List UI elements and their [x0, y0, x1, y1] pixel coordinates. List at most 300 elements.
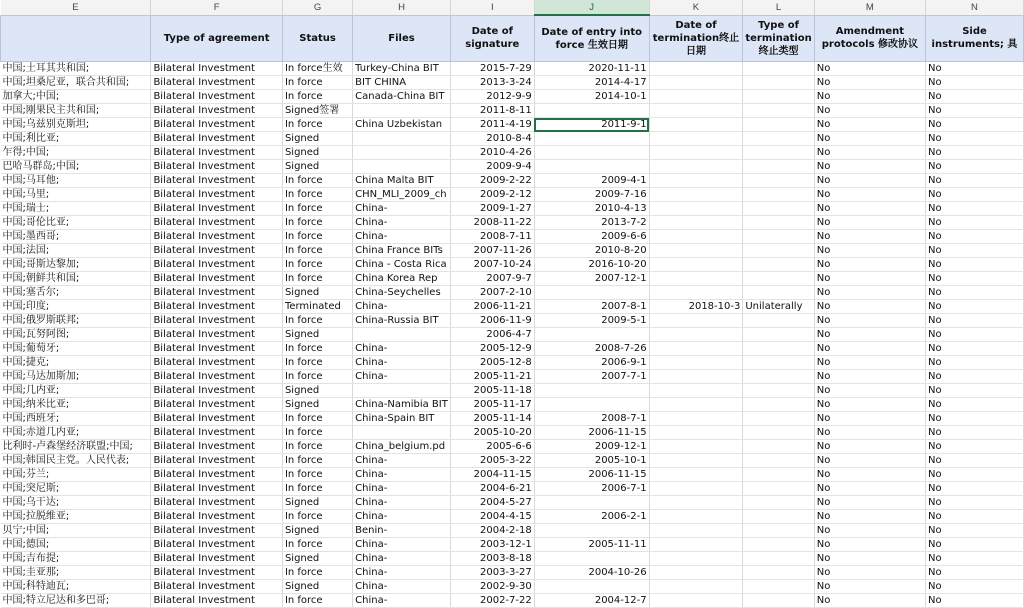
cell-e[interactable]: 中国;纳米比亚;	[1, 398, 151, 412]
cell-k[interactable]	[649, 552, 743, 566]
cell-j[interactable]	[534, 132, 649, 146]
cell-i[interactable]: 2005-12-8	[450, 356, 534, 370]
cell-e[interactable]: 中国;西班牙;	[1, 412, 151, 426]
cell-g[interactable]: Signed	[282, 132, 352, 146]
cell-k[interactable]	[649, 440, 743, 454]
cell-f[interactable]: Bilateral Investment	[151, 370, 283, 384]
cell-f[interactable]: Bilateral Investment	[151, 468, 283, 482]
cell-i[interactable]: 2007-11-26	[450, 244, 534, 258]
cell-l[interactable]	[743, 580, 814, 594]
cell-g[interactable]: In force	[282, 454, 352, 468]
cell-m[interactable]: No	[814, 398, 925, 412]
cell-l[interactable]	[743, 188, 814, 202]
cell-g[interactable]: Signed	[282, 496, 352, 510]
cell-g[interactable]: In force	[282, 538, 352, 552]
cell-j[interactable]	[534, 160, 649, 174]
cell-g[interactable]: Terminated	[282, 300, 352, 314]
cell-m[interactable]: No	[814, 272, 925, 286]
cell-g[interactable]: In force	[282, 370, 352, 384]
cell-m[interactable]: No	[814, 496, 925, 510]
cell-n[interactable]: No	[925, 356, 1023, 370]
cell-j[interactable]	[534, 286, 649, 300]
header-cell-k[interactable]: Date of termination终止日期	[649, 15, 743, 62]
cell-e[interactable]: 贝宁;中国;	[1, 524, 151, 538]
column-header-j[interactable]: J	[534, 0, 649, 15]
cell-n[interactable]: No	[925, 342, 1023, 356]
cell-g[interactable]: In force	[282, 118, 352, 132]
header-cell-n[interactable]: Side instruments; 具	[925, 15, 1023, 62]
cell-m[interactable]: No	[814, 454, 925, 468]
cell-n[interactable]: No	[925, 202, 1023, 216]
cell-e[interactable]: 中国;圭亚那;	[1, 566, 151, 580]
cell-e[interactable]: 中国;突尼斯;	[1, 482, 151, 496]
cell-e[interactable]: 中国;乌干达;	[1, 496, 151, 510]
cell-e[interactable]: 中国;哥伦比亚;	[1, 216, 151, 230]
cell-j[interactable]	[534, 146, 649, 160]
cell-j[interactable]: 2011-9-1	[534, 118, 649, 132]
cell-e[interactable]: 中国;马耳他;	[1, 174, 151, 188]
cell-l[interactable]	[743, 384, 814, 398]
cell-g[interactable]: In force	[282, 272, 352, 286]
cell-l[interactable]	[743, 342, 814, 356]
cell-j[interactable]: 2007-8-1	[534, 300, 649, 314]
cell-n[interactable]: No	[925, 230, 1023, 244]
cell-e[interactable]: 比利时-卢森堡经济联盟;中国;	[1, 440, 151, 454]
cell-j[interactable]: 2006-7-1	[534, 482, 649, 496]
cell-f[interactable]: Bilateral Investment	[151, 76, 283, 90]
cell-h[interactable]: China-	[353, 454, 451, 468]
cell-g[interactable]: In force	[282, 90, 352, 104]
cell-n[interactable]: No	[925, 370, 1023, 384]
cell-f[interactable]: Bilateral Investment	[151, 90, 283, 104]
cell-h[interactable]: BIT CHINA	[353, 76, 451, 90]
column-header-m[interactable]: M	[814, 0, 925, 15]
cell-k[interactable]	[649, 328, 743, 342]
cell-n[interactable]: No	[925, 314, 1023, 328]
cell-f[interactable]: Bilateral Investment	[151, 510, 283, 524]
cell-g[interactable]: In force	[282, 440, 352, 454]
cell-k[interactable]	[649, 62, 743, 76]
cell-f[interactable]: Bilateral Investment	[151, 272, 283, 286]
cell-f[interactable]: Bilateral Investment	[151, 132, 283, 146]
cell-m[interactable]: No	[814, 188, 925, 202]
cell-i[interactable]: 2003-8-18	[450, 552, 534, 566]
cell-k[interactable]	[649, 258, 743, 272]
cell-l[interactable]	[743, 90, 814, 104]
cell-m[interactable]: No	[814, 538, 925, 552]
cell-k[interactable]	[649, 426, 743, 440]
cell-g[interactable]: Signed	[282, 146, 352, 160]
cell-j[interactable]: 2009-6-6	[534, 230, 649, 244]
cell-i[interactable]: 2004-2-18	[450, 524, 534, 538]
cell-n[interactable]: No	[925, 62, 1023, 76]
cell-n[interactable]: No	[925, 580, 1023, 594]
cell-j[interactable]: 2008-7-1	[534, 412, 649, 426]
cell-k[interactable]	[649, 160, 743, 174]
cell-f[interactable]: Bilateral Investment	[151, 104, 283, 118]
cell-f[interactable]: Bilateral Investment	[151, 160, 283, 174]
cell-g[interactable]: Signed	[282, 398, 352, 412]
cell-n[interactable]: No	[925, 412, 1023, 426]
cell-k[interactable]	[649, 356, 743, 370]
cell-n[interactable]: No	[925, 454, 1023, 468]
cell-h[interactable]: China-	[353, 370, 451, 384]
cell-k[interactable]	[649, 538, 743, 552]
cell-h[interactable]	[353, 146, 451, 160]
cell-l[interactable]	[743, 62, 814, 76]
cell-k[interactable]	[649, 146, 743, 160]
cell-j[interactable]	[534, 496, 649, 510]
cell-i[interactable]: 2009-1-27	[450, 202, 534, 216]
cell-j[interactable]	[534, 398, 649, 412]
cell-i[interactable]: 2004-5-27	[450, 496, 534, 510]
cell-h[interactable]: China-	[353, 552, 451, 566]
cell-n[interactable]: No	[925, 510, 1023, 524]
cell-j[interactable]: 2004-10-26	[534, 566, 649, 580]
cell-n[interactable]: No	[925, 496, 1023, 510]
cell-j[interactable]	[534, 384, 649, 398]
cell-m[interactable]: No	[814, 230, 925, 244]
cell-f[interactable]: Bilateral Investment	[151, 398, 283, 412]
cell-f[interactable]: Bilateral Investment	[151, 146, 283, 160]
cell-m[interactable]: No	[814, 146, 925, 160]
cell-f[interactable]: Bilateral Investment	[151, 552, 283, 566]
cell-f[interactable]: Bilateral Investment	[151, 342, 283, 356]
cell-m[interactable]: No	[814, 202, 925, 216]
cell-i[interactable]: 2003-12-1	[450, 538, 534, 552]
cell-h[interactable]: China-	[353, 482, 451, 496]
cell-e[interactable]: 加拿大;中国;	[1, 90, 151, 104]
cell-m[interactable]: No	[814, 468, 925, 482]
cell-f[interactable]: Bilateral Investment	[151, 258, 283, 272]
cell-l[interactable]	[743, 314, 814, 328]
cell-h[interactable]	[353, 384, 451, 398]
column-header-f[interactable]: F	[151, 0, 283, 15]
cell-l[interactable]	[743, 286, 814, 300]
cell-f[interactable]: Bilateral Investment	[151, 538, 283, 552]
cell-i[interactable]: 2004-4-15	[450, 510, 534, 524]
cell-f[interactable]: Bilateral Investment	[151, 384, 283, 398]
cell-g[interactable]: In force	[282, 482, 352, 496]
cell-e[interactable]: 中国;拉脱维亚;	[1, 510, 151, 524]
cell-l[interactable]	[743, 482, 814, 496]
cell-l[interactable]	[743, 174, 814, 188]
cell-h[interactable]: Turkey-China BIT	[353, 62, 451, 76]
header-cell-l[interactable]: Type of termination 终止类型	[743, 15, 814, 62]
cell-j[interactable]: 2013-7-2	[534, 216, 649, 230]
cell-e[interactable]: 中国;法国;	[1, 244, 151, 258]
cell-m[interactable]: No	[814, 370, 925, 384]
cell-i[interactable]: 2007-9-7	[450, 272, 534, 286]
cell-m[interactable]: No	[814, 300, 925, 314]
cell-e[interactable]: 中国;俄罗斯联邦;	[1, 314, 151, 328]
cell-h[interactable]: China Uzbekistan	[353, 118, 451, 132]
cell-g[interactable]: In force	[282, 426, 352, 440]
cell-k[interactable]	[649, 76, 743, 90]
cell-i[interactable]: 2005-11-17	[450, 398, 534, 412]
cell-m[interactable]: No	[814, 524, 925, 538]
cell-l[interactable]	[743, 496, 814, 510]
cell-m[interactable]: No	[814, 174, 925, 188]
cell-k[interactable]	[649, 244, 743, 258]
cell-f[interactable]: Bilateral Investment	[151, 580, 283, 594]
cell-g[interactable]: In force	[282, 314, 352, 328]
cell-j[interactable]: 2006-9-1	[534, 356, 649, 370]
cell-f[interactable]: Bilateral Investment	[151, 454, 283, 468]
cell-n[interactable]: No	[925, 104, 1023, 118]
cell-j[interactable]	[534, 104, 649, 118]
cell-j[interactable]: 2006-2-1	[534, 510, 649, 524]
cell-l[interactable]	[743, 426, 814, 440]
cell-k[interactable]	[649, 482, 743, 496]
cell-j[interactable]: 2009-5-1	[534, 314, 649, 328]
column-header-e[interactable]: E	[1, 0, 151, 15]
cell-h[interactable]: China France BITs	[353, 244, 451, 258]
cell-m[interactable]: No	[814, 216, 925, 230]
cell-l[interactable]	[743, 412, 814, 426]
cell-l[interactable]	[743, 510, 814, 524]
cell-k[interactable]	[649, 398, 743, 412]
cell-e[interactable]: 中国;印度;	[1, 300, 151, 314]
cell-m[interactable]: No	[814, 314, 925, 328]
cell-i[interactable]: 2005-11-21	[450, 370, 534, 384]
cell-m[interactable]: No	[814, 62, 925, 76]
column-header-g[interactable]: G	[282, 0, 352, 15]
header-cell-e[interactable]	[1, 15, 151, 62]
cell-n[interactable]: No	[925, 328, 1023, 342]
cell-n[interactable]: No	[925, 272, 1023, 286]
cell-h[interactable]: China-Seychelles	[353, 286, 451, 300]
cell-n[interactable]: No	[925, 398, 1023, 412]
cell-f[interactable]: Bilateral Investment	[151, 314, 283, 328]
cell-l[interactable]: Unilaterally	[743, 300, 814, 314]
cell-f[interactable]: Bilateral Investment	[151, 566, 283, 580]
cell-f[interactable]: Bilateral Investment	[151, 356, 283, 370]
cell-i[interactable]: 2005-3-22	[450, 454, 534, 468]
cell-k[interactable]	[649, 132, 743, 146]
cell-f[interactable]: Bilateral Investment	[151, 496, 283, 510]
cell-i[interactable]: 2012-9-9	[450, 90, 534, 104]
cell-k[interactable]	[649, 370, 743, 384]
cell-m[interactable]: No	[814, 552, 925, 566]
cell-e[interactable]: 中国;赤道几内亚;	[1, 426, 151, 440]
cell-g[interactable]: In force	[282, 202, 352, 216]
cell-i[interactable]: 2009-2-22	[450, 174, 534, 188]
cell-f[interactable]: Bilateral Investment	[151, 300, 283, 314]
cell-n[interactable]: No	[925, 440, 1023, 454]
cell-k[interactable]	[649, 594, 743, 608]
cell-n[interactable]: No	[925, 76, 1023, 90]
cell-m[interactable]: No	[814, 426, 925, 440]
cell-n[interactable]: No	[925, 258, 1023, 272]
cell-h[interactable]: China-Spain BIT	[353, 412, 451, 426]
cell-g[interactable]: Signed	[282, 328, 352, 342]
cell-k[interactable]	[649, 272, 743, 286]
cell-g[interactable]: In force	[282, 76, 352, 90]
cell-e[interactable]: 中国;德国;	[1, 538, 151, 552]
cell-m[interactable]: No	[814, 482, 925, 496]
cell-j[interactable]: 2014-4-17	[534, 76, 649, 90]
cell-h[interactable]: China-Russia BIT	[353, 314, 451, 328]
header-cell-h[interactable]: Files	[353, 15, 451, 62]
cell-f[interactable]: Bilateral Investment	[151, 426, 283, 440]
cell-h[interactable]: China-	[353, 342, 451, 356]
cell-k[interactable]	[649, 202, 743, 216]
cell-f[interactable]: Bilateral Investment	[151, 174, 283, 188]
cell-n[interactable]: No	[925, 90, 1023, 104]
cell-k[interactable]	[649, 174, 743, 188]
cell-j[interactable]: 2010-4-13	[534, 202, 649, 216]
cell-j[interactable]: 2009-12-1	[534, 440, 649, 454]
cell-k[interactable]	[649, 524, 743, 538]
cell-e[interactable]: 中国;芬兰;	[1, 468, 151, 482]
cell-n[interactable]: No	[925, 160, 1023, 174]
cell-e[interactable]: 乍得;中国;	[1, 146, 151, 160]
cell-j[interactable]	[534, 328, 649, 342]
cell-h[interactable]: CHN_MLI_2009_ch	[353, 188, 451, 202]
cell-h[interactable]: Canada-China BIT	[353, 90, 451, 104]
cell-h[interactable]: China-	[353, 594, 451, 608]
column-header-n[interactable]: N	[925, 0, 1023, 15]
cell-k[interactable]	[649, 314, 743, 328]
cell-i[interactable]: 2006-11-9	[450, 314, 534, 328]
cell-f[interactable]: Bilateral Investment	[151, 286, 283, 300]
cell-k[interactable]	[649, 566, 743, 580]
cell-m[interactable]: No	[814, 90, 925, 104]
cell-f[interactable]: Bilateral Investment	[151, 328, 283, 342]
cell-i[interactable]: 2005-12-9	[450, 342, 534, 356]
cell-n[interactable]: No	[925, 216, 1023, 230]
cell-i[interactable]: 2005-11-18	[450, 384, 534, 398]
cell-h[interactable]: China-	[353, 216, 451, 230]
cell-m[interactable]: No	[814, 594, 925, 608]
cell-h[interactable]: China-	[353, 300, 451, 314]
cell-h[interactable]: China-	[353, 510, 451, 524]
cell-g[interactable]: In force	[282, 230, 352, 244]
cell-m[interactable]: No	[814, 384, 925, 398]
cell-j[interactable]: 2014-10-1	[534, 90, 649, 104]
cell-i[interactable]: 2008-7-11	[450, 230, 534, 244]
cell-m[interactable]: No	[814, 258, 925, 272]
cell-j[interactable]	[534, 580, 649, 594]
cell-l[interactable]	[743, 230, 814, 244]
cell-n[interactable]: No	[925, 468, 1023, 482]
cell-n[interactable]: No	[925, 566, 1023, 580]
cell-i[interactable]: 2002-7-22	[450, 594, 534, 608]
cell-g[interactable]: Signed	[282, 160, 352, 174]
cell-l[interactable]	[743, 216, 814, 230]
cell-i[interactable]: 2005-11-14	[450, 412, 534, 426]
cell-i[interactable]: 2004-11-15	[450, 468, 534, 482]
cell-f[interactable]: Bilateral Investment	[151, 482, 283, 496]
cell-i[interactable]: 2004-6-21	[450, 482, 534, 496]
cell-f[interactable]: Bilateral Investment	[151, 202, 283, 216]
cell-e[interactable]: 中国;韩国民主党。人民代表;	[1, 454, 151, 468]
cell-e[interactable]: 中国;乌兹别克斯坦;	[1, 118, 151, 132]
cell-g[interactable]: In force	[282, 216, 352, 230]
cell-g[interactable]: Signed	[282, 552, 352, 566]
cell-k[interactable]: 2018-10-3	[649, 300, 743, 314]
cell-e[interactable]: 中国;土耳其共和国;	[1, 62, 151, 76]
cell-n[interactable]: No	[925, 594, 1023, 608]
cell-n[interactable]: No	[925, 552, 1023, 566]
cell-n[interactable]: No	[925, 118, 1023, 132]
cell-n[interactable]: No	[925, 146, 1023, 160]
cell-k[interactable]	[649, 230, 743, 244]
cell-e[interactable]: 中国;刚果民主共和国;	[1, 104, 151, 118]
cell-i[interactable]: 2015-7-29	[450, 62, 534, 76]
cell-g[interactable]: Signed	[282, 286, 352, 300]
cell-h[interactable]: China_belgium.pd	[353, 440, 451, 454]
cell-k[interactable]	[649, 580, 743, 594]
cell-j[interactable]: 2006-11-15	[534, 426, 649, 440]
cell-f[interactable]: Bilateral Investment	[151, 524, 283, 538]
cell-g[interactable]: Signed签署	[282, 104, 352, 118]
cell-i[interactable]: 2010-4-26	[450, 146, 534, 160]
cell-g[interactable]: In force	[282, 356, 352, 370]
cell-h[interactable]: China-	[353, 538, 451, 552]
cell-f[interactable]: Bilateral Investment	[151, 118, 283, 132]
cell-n[interactable]: No	[925, 132, 1023, 146]
cell-i[interactable]: 2003-3-27	[450, 566, 534, 580]
cell-f[interactable]: Bilateral Investment	[151, 230, 283, 244]
cell-g[interactable]: In force	[282, 510, 352, 524]
column-header-i[interactable]: I	[450, 0, 534, 15]
cell-m[interactable]: No	[814, 412, 925, 426]
cell-h[interactable]	[353, 328, 451, 342]
cell-h[interactable]: China-	[353, 230, 451, 244]
cell-k[interactable]	[649, 510, 743, 524]
cell-e[interactable]: 中国;塞舌尔;	[1, 286, 151, 300]
cell-n[interactable]: No	[925, 188, 1023, 202]
cell-l[interactable]	[743, 594, 814, 608]
cell-l[interactable]	[743, 160, 814, 174]
cell-i[interactable]: 2007-2-10	[450, 286, 534, 300]
column-header-k[interactable]: K	[649, 0, 743, 15]
cell-l[interactable]	[743, 538, 814, 552]
cell-j[interactable]: 2007-12-1	[534, 272, 649, 286]
cell-e[interactable]: 中国;哥斯达黎加;	[1, 258, 151, 272]
cell-e[interactable]: 中国;利比亚;	[1, 132, 151, 146]
cell-e[interactable]: 中国;马里;	[1, 188, 151, 202]
cell-h[interactable]: China-	[353, 202, 451, 216]
cell-n[interactable]: No	[925, 286, 1023, 300]
cell-l[interactable]	[743, 566, 814, 580]
cell-m[interactable]: No	[814, 286, 925, 300]
cell-k[interactable]	[649, 286, 743, 300]
cell-e[interactable]: 中国;科特迪瓦;	[1, 580, 151, 594]
cell-i[interactable]: 2005-10-20	[450, 426, 534, 440]
header-cell-j[interactable]: Date of entry into force 生效日期	[534, 15, 649, 62]
cell-e[interactable]: 中国;墨西哥;	[1, 230, 151, 244]
cell-l[interactable]	[743, 328, 814, 342]
cell-l[interactable]	[743, 468, 814, 482]
cell-j[interactable]: 2009-7-16	[534, 188, 649, 202]
cell-n[interactable]: No	[925, 174, 1023, 188]
cell-i[interactable]: 2006-4-7	[450, 328, 534, 342]
cell-i[interactable]: 2011-8-11	[450, 104, 534, 118]
header-cell-g[interactable]: Status	[282, 15, 352, 62]
cell-k[interactable]	[649, 468, 743, 482]
cell-g[interactable]: In force	[282, 412, 352, 426]
cell-i[interactable]: 2009-2-12	[450, 188, 534, 202]
column-header-h[interactable]: H	[353, 0, 451, 15]
cell-j[interactable]: 2020-11-11	[534, 62, 649, 76]
cell-j[interactable]: 2009-4-1	[534, 174, 649, 188]
cell-h[interactable]: China-	[353, 496, 451, 510]
cell-m[interactable]: No	[814, 160, 925, 174]
cell-g[interactable]: Signed	[282, 580, 352, 594]
